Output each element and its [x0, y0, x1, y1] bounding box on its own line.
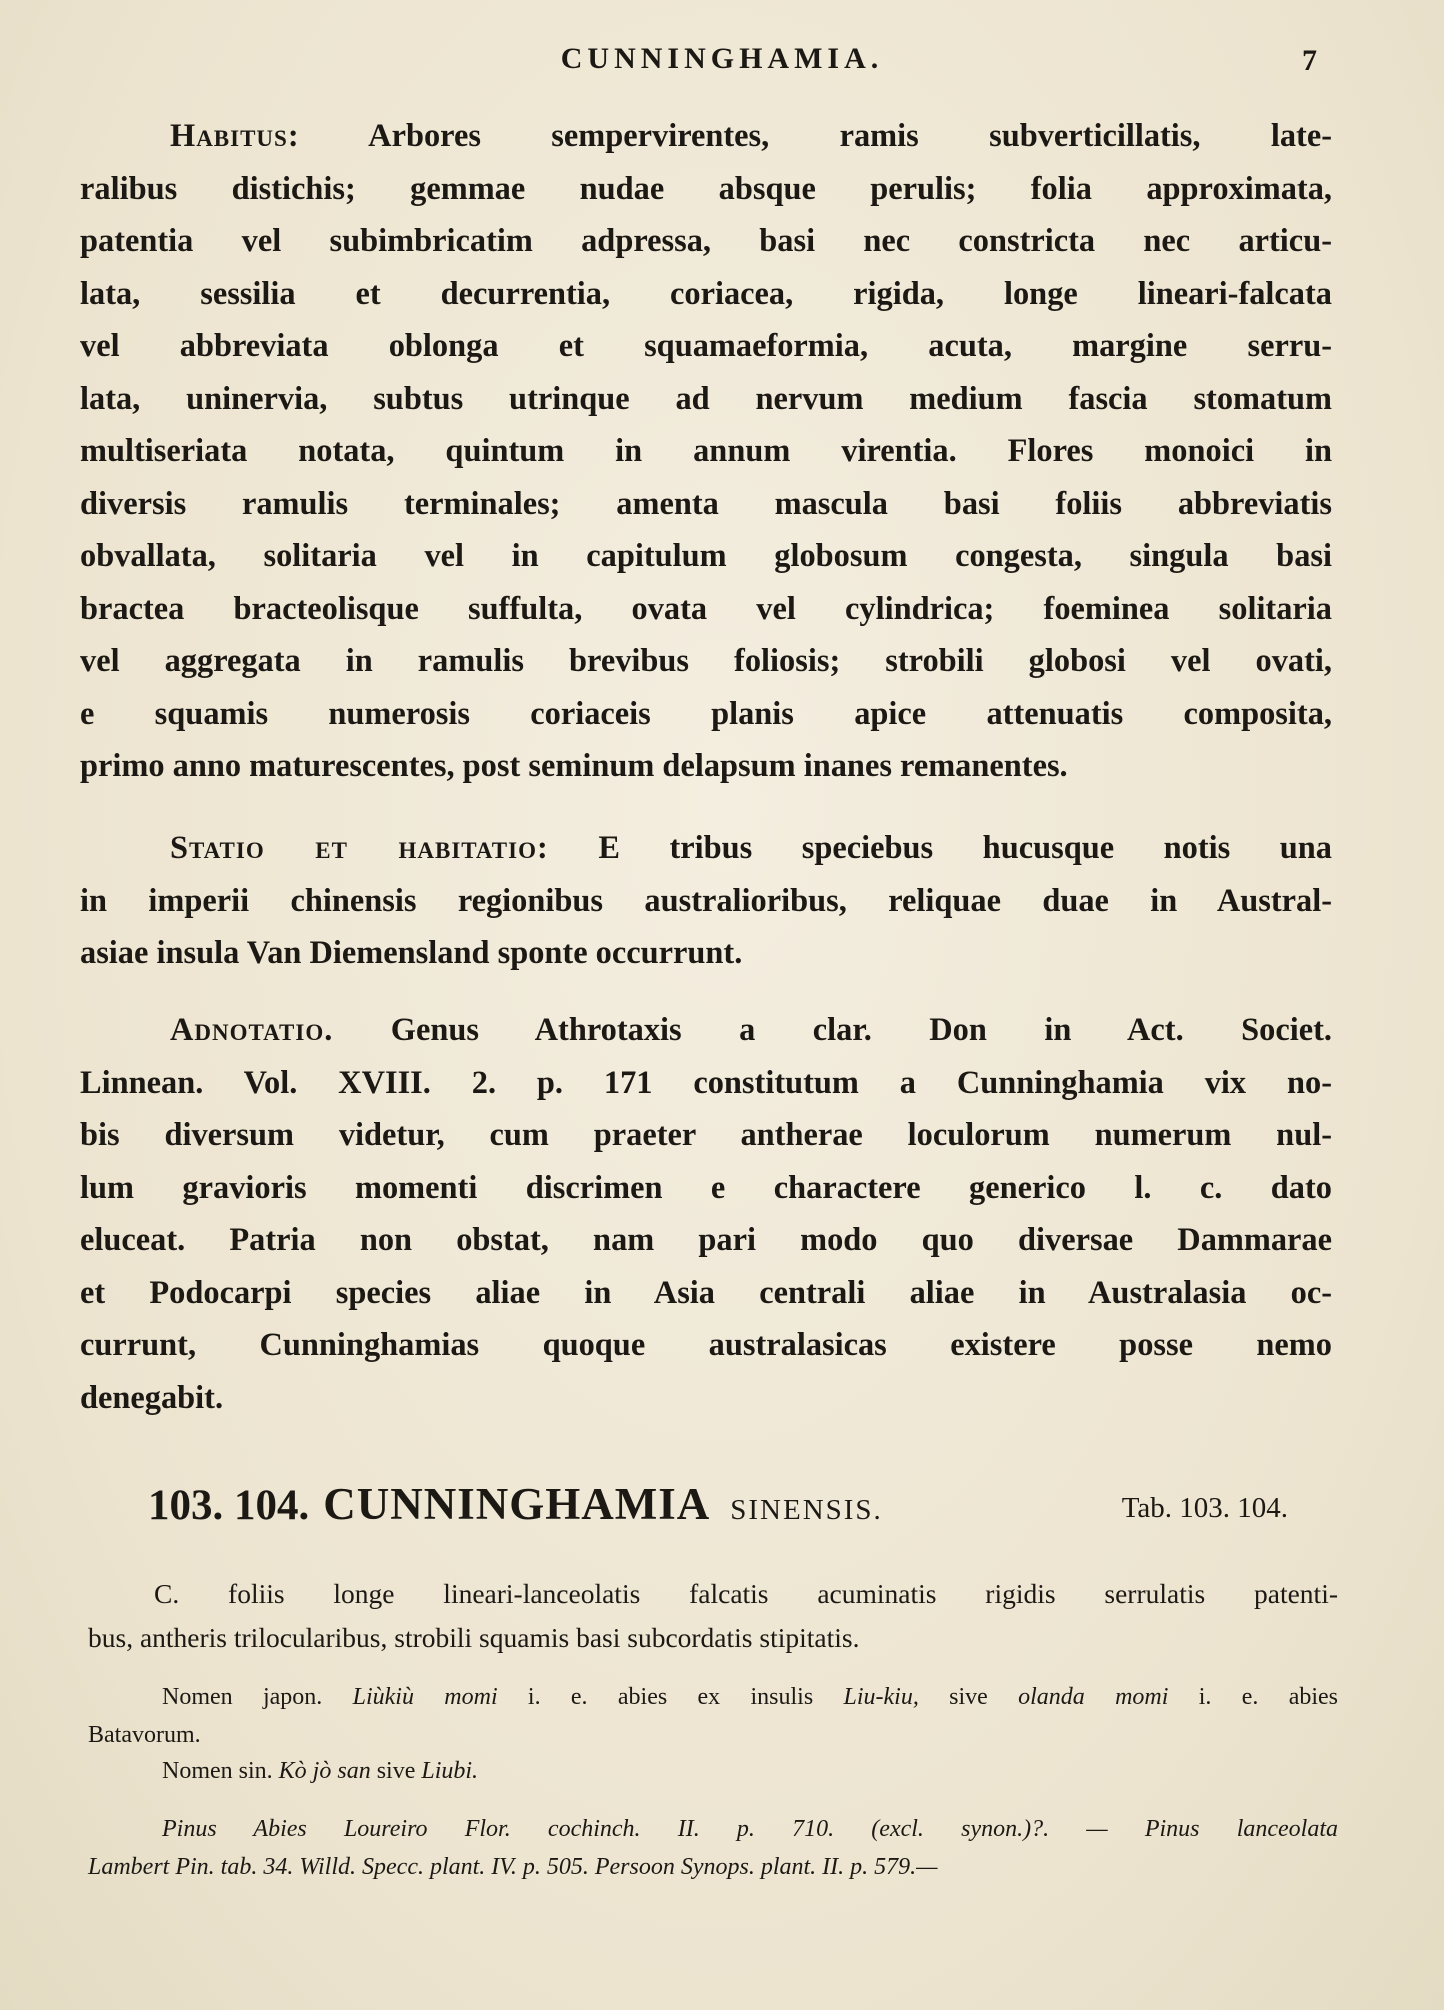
- text-line: bis diversum videtur, cum praeter antherae loculorum numerum nul-: [80, 1117, 1332, 1153]
- text-line: vel abbreviata oblonga et squamaeformia, acuta, margine serru-: [80, 328, 1332, 364]
- plate-reference: Tab. 103. 104.: [1121, 1492, 1288, 1524]
- nomen-sinicum: [88, 1752, 1338, 1790]
- text-line: ralibus distichis; gemmae nudae absque perulis; folia approximata,: [80, 170, 1332, 207]
- section-label: Statio et habitatio:: [170, 830, 549, 866]
- text-line: lata, uninervia, subtus utrinque ad nervum medium fascia stomatum: [80, 380, 1332, 417]
- text-line: primo anno maturescentes, post seminum delapsum inanes remanentes.: [80, 748, 1068, 784]
- text-line: Batavorum.: [88, 1722, 201, 1748]
- text-line: Statio et habitatio: E tribus speciebus hucusque notis una: [170, 830, 1333, 866]
- text-line: lum gravioris momenti discrimen e charactere generico l. c. dato: [80, 1169, 1332, 1206]
- text-line: Habitus: Arbores sempervirentes, ramis subverticillatis, late-: [170, 118, 1332, 154]
- text-line: et Podocarpi species aliae in Asia centrali aliae in Australasia oc-: [80, 1274, 1332, 1311]
- text-line: currunt, Cunninghamias quoque australasicas existere posse nemo: [80, 1327, 1332, 1363]
- section-label: Habitus:: [170, 118, 300, 154]
- text-line: Pinus Abies Loureiro Flor. cochinch. II. p. 710. (excl. synon.)?. — Pinus lanceolata: [162, 1816, 1338, 1842]
- text-line: Linnean. Vol. XVIII. 2. p. 171 constitutum a Cunninghamia vix no-: [80, 1064, 1332, 1101]
- text-line: in imperii chinensis regionibus australioribus, reliquae duae in Austral-: [80, 882, 1332, 919]
- species-number: 103. 104.: [148, 1482, 310, 1529]
- diagnosis: [88, 1572, 1338, 1660]
- section-label: Adnotatio.: [170, 1012, 334, 1048]
- text-line: obvallata, solitaria vel in capitulum globosum congesta, singula basi: [80, 538, 1332, 574]
- text-line: C. foliis longe lineari-lanceolatis falcatis acuminatis rigidis serrulatis patenti-: [154, 1578, 1338, 1609]
- text-line: patentia vel subimbricatim adpressa, basi nec constricta nec articu-: [80, 223, 1332, 259]
- text-line: Lambert Pin. tab. 34. Willd. Specc. plant. IV. p. 505. Persoon Synops. plant. II. p. 579.—: [88, 1854, 938, 1880]
- adnotatio-paragraph: [80, 1004, 1332, 1424]
- text-line: eluceat. Patria non obstat, nam pari modo quo diversae Dammarae: [80, 1222, 1332, 1258]
- text-line: Adnotatio. Genus Athrotaxis a clar. Don in Act. Societ.: [170, 1012, 1332, 1048]
- text-line: lata, sessilia et decurrentia, coriacea, rigida, longe lineari-falcata: [80, 275, 1332, 312]
- synonymy-references: [88, 1810, 1338, 1886]
- text-line: asiae insula Van Diemensland sponte occurrunt.: [80, 935, 743, 971]
- habitus-paragraph: [80, 110, 1332, 793]
- text-line: multiseriata notata, quintum in annum virentia. Flores monoici in: [80, 433, 1332, 469]
- text-line: diversis ramulis terminales; amenta mascula basi foliis abbreviatis: [80, 485, 1332, 522]
- text-line: Nomen sin. Kò jò san sive Liubi.: [162, 1758, 479, 1784]
- species-epithet: SINENSIS.: [730, 1494, 883, 1526]
- text-line: denegabit.: [80, 1379, 224, 1416]
- page-number: 7: [1302, 44, 1317, 77]
- statio-paragraph: [80, 822, 1332, 980]
- species-heading: [148, 1478, 1288, 1530]
- text-line: Nomen japon. Liùkiù momi i. e. abies ex insulis Liu-kiu, sive olanda momi i. e. abies: [162, 1684, 1339, 1710]
- text-line: e squamis numerosis coriaceis planis apice attenuatis composita,: [80, 695, 1332, 732]
- text-line: vel aggregata in ramulis brevibus foliosis; strobili globosi vel ovati,: [80, 643, 1332, 679]
- running-head: CUNNINGHAMIA.: [560, 42, 884, 75]
- genus-name: CUNNINGHAMIA: [323, 1479, 711, 1529]
- text-line: bus, antheris trilocularibus, strobili squamis basi subcordatis stipitatis.: [88, 1622, 860, 1653]
- nomen-japonicum: [88, 1678, 1338, 1754]
- text-line: bractea bracteolisque suffulta, ovata vel cylindrica; foeminea solitaria: [80, 590, 1332, 627]
